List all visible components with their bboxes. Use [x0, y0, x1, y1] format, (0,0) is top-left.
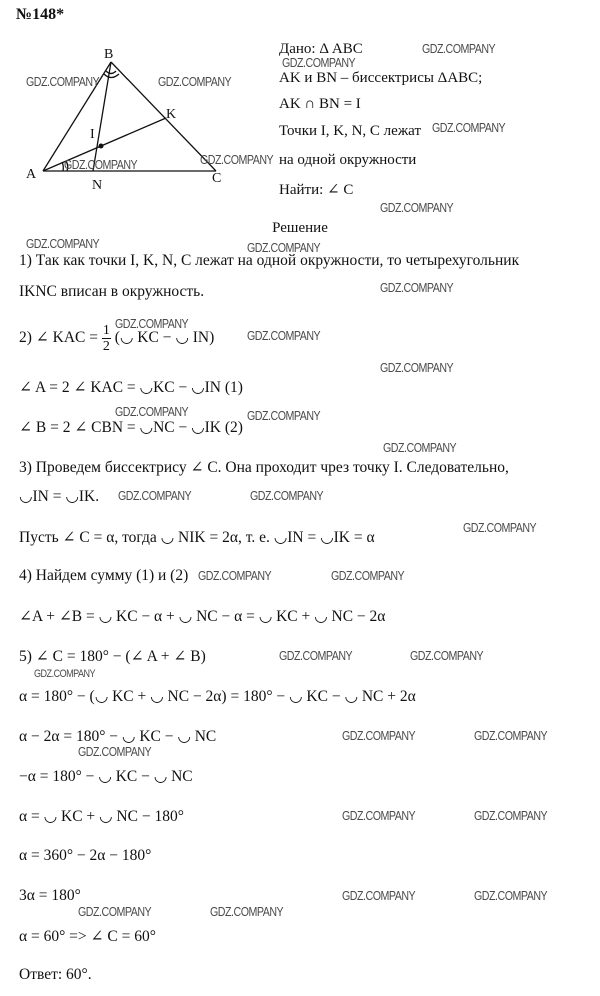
- watermark-text: GDZ.COMPANY: [247, 408, 321, 423]
- label-n: N: [92, 178, 103, 193]
- angle-arc-b1: [106, 71, 116, 74]
- given-line: на одной окружности: [279, 152, 417, 168]
- given-line: AK ∩ BN = I: [279, 96, 361, 112]
- point-i: [99, 144, 104, 149]
- solution-line: 1) Так как точки I, K, N, C лежат на одной окружности, то четырехугольник: [19, 252, 520, 269]
- solution-line: α − 2α = 180° − ◡ KC − ◡ NC: [19, 728, 217, 745]
- watermark-text: GDZ.COMPANY: [26, 74, 100, 89]
- solution-line: Пусть ∠ C = α, тогда ◡ NIK = 2α, т. е. ◡IN = ◡IK = α: [19, 529, 375, 546]
- watermark-text: GDZ.COMPANY: [383, 440, 457, 455]
- label-b: B: [104, 47, 114, 62]
- watermark-text: GDZ.COMPANY: [380, 280, 454, 295]
- watermark-text: GDZ.COMPANY: [64, 157, 138, 172]
- problem-number: №148*: [16, 6, 65, 23]
- solution-line: ∠A + ∠B = ◡ KC − α + ◡ NC − α = ◡ KC + ◡ NC − 2α: [19, 608, 386, 625]
- watermark-text: GDZ.COMPANY: [247, 328, 321, 343]
- step2-prefix: 2) ∠ KAC =: [19, 329, 98, 347]
- watermark-text: GDZ.COMPANY: [279, 648, 353, 663]
- watermark-text: GDZ.COMPANY: [474, 808, 548, 823]
- watermark-text: GDZ.COMPANY: [410, 648, 484, 663]
- given-line: Точки I, K, N, C лежат: [279, 123, 422, 139]
- watermark-text: GDZ.COMPANY: [432, 120, 506, 135]
- fraction-numerator: 1: [102, 323, 110, 338]
- watermark-text: GDZ.COMPANY: [342, 808, 416, 823]
- solution-line: α = ◡ KC + ◡ NC − 180°: [19, 808, 184, 825]
- step2-suffix: (◡ KC − ◡ IN): [114, 329, 215, 347]
- solution-line: ∠ B = 2 ∠ CBN = ◡NC − ◡IK (2): [19, 419, 243, 436]
- angle-arc-b2: [104, 74, 119, 78]
- given-line: AK и BN – биссектрисы ΔABC;: [279, 70, 483, 86]
- solution-line: α = 60° => ∠ C = 60°: [19, 928, 156, 945]
- solution-line: α = 360° − 2α − 180°: [19, 847, 152, 864]
- watermark-text: GDZ.COMPANY: [210, 904, 284, 919]
- label-k: K: [166, 107, 177, 122]
- solution-line: IKNC вписан в окружность.: [19, 283, 205, 300]
- solution-line: 3) Проведем биссектрису ∠ C. Она проходит чрез точку I. Следовательно,: [19, 459, 509, 476]
- watermark-text: GDZ.COMPANY: [380, 360, 454, 375]
- watermark-text: GDZ.COMPANY: [380, 200, 454, 215]
- watermark-text: GDZ.COMPANY: [158, 74, 232, 89]
- watermark-text: GDZ.COMPANY: [118, 488, 192, 503]
- label-i: I: [90, 127, 95, 142]
- solution-line: 3α = 180°: [19, 887, 81, 904]
- fraction: [102, 323, 111, 354]
- solution-heading: Решение: [272, 220, 328, 236]
- watermark-text: GDZ.COMPANY: [115, 404, 189, 419]
- watermark-text: GDZ.COMPANY: [250, 488, 324, 503]
- watermark-text: GDZ.COMPANY: [331, 568, 405, 583]
- watermark-text: GDZ.COMPANY: [342, 728, 416, 743]
- watermark-text: GDZ.COMPANY: [26, 236, 100, 251]
- solution-line: 4) Найдем сумму (1) и (2): [19, 567, 189, 584]
- solution-line: ∠ A = 2 ∠ KAC = ◡KC − ◡IN (1): [19, 379, 243, 396]
- solution-line: ◡IN = ◡IK.: [19, 488, 100, 505]
- solution-line: −α = 180° − ◡ KC − ◡ NC: [19, 768, 193, 785]
- watermark-text: GDZ.COMPANY: [422, 41, 496, 56]
- watermark-text: GDZ.COMPANY: [115, 316, 189, 331]
- watermark-text: GDZ.COMPANY: [198, 568, 272, 583]
- watermark-text: GDZ.COMPANY: [463, 520, 537, 535]
- solution-line: α = 180° − (◡ KC + ◡ NC − 2α) = 180° − ◡ KC − ◡ NC + 2α: [19, 688, 416, 705]
- fraction-denominator: 2: [102, 339, 110, 354]
- label-c: C: [212, 171, 222, 186]
- label-a: A: [26, 167, 37, 182]
- watermark-text: GDZ.COMPANY: [78, 904, 152, 919]
- watermark-text: GDZ.COMPANY: [474, 888, 548, 903]
- watermark-text: GDZ.COMPANY: [34, 668, 96, 680]
- given-line: Найти: ∠ C: [279, 182, 354, 198]
- watermark-text: GDZ.COMPANY: [474, 728, 548, 743]
- watermark-text: GDZ.COMPANY: [342, 888, 416, 903]
- watermark-text: GDZ.COMPANY: [247, 240, 321, 255]
- watermark-text: GDZ.COMPANY: [282, 55, 356, 70]
- given-line: Дано: Δ ABC: [279, 41, 363, 57]
- answer: Ответ: 60°.: [19, 966, 92, 983]
- watermark-text: GDZ.COMPANY: [200, 152, 274, 167]
- watermark-text: GDZ.COMPANY: [78, 744, 152, 759]
- triangle-figure: [0, 0, 280, 200]
- solution-line: 5) ∠ C = 180° − (∠ A + ∠ B): [19, 648, 206, 665]
